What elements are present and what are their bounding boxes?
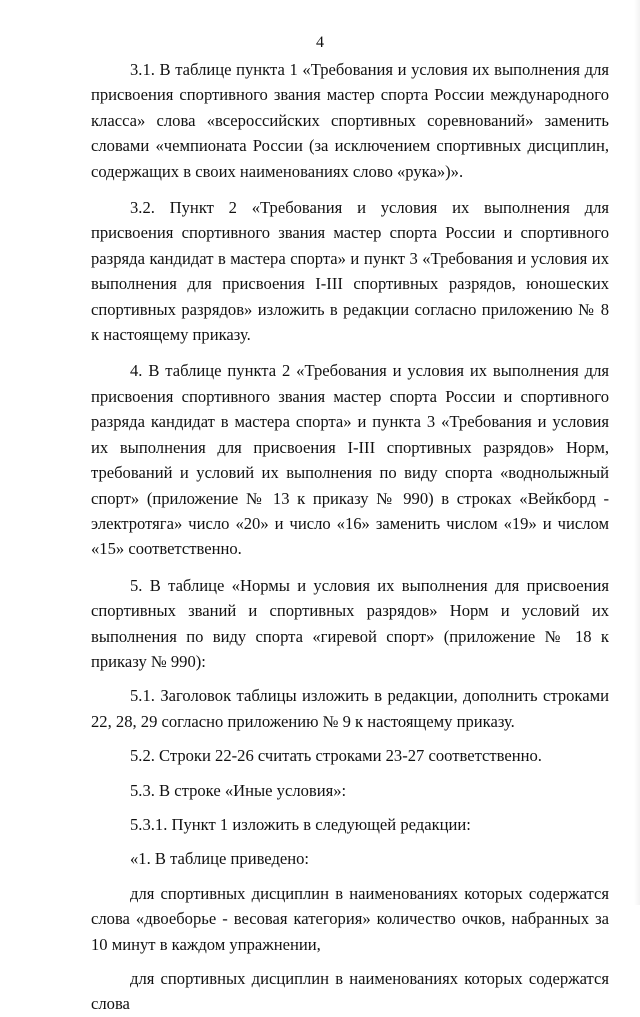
paragraph-disciplines-1: для спортивных дисциплин в наименованиях которых содержатся слова «двоеборье - весовая категория» количество очков, набранных за 10 минут в каждом упражнении, [91,883,609,954]
paragraph-quote-1: «1. В таблице приведено: [130,849,310,869]
scan-edge-shadow [634,0,640,905]
paragraph-5: 5. В таблице «Нормы и условия их выполнения для присвоения спортивных званий и спортивных разрядов» Норм и условий их выполнения по виду спорта «гиревой спорт» (приложение № 18 к приказу № 990): [91,575,609,671]
paragraph-4: 4. В таблице пункта 2 «Требования и условия их выполнения для присвоения спортивного звания мастер спорта России и спортивного разряда кандидат в мастера спорта» и пункта 3 «Требования и условия их выполнения для присвоения I-III спортивных разрядов» Норм, требований и условий их выполнения по виду спорта «воднолыжный спорт» (приложение № 13 к приказу № 990) в строках «Вейкборд - электротяга» число «20» и число «16» заменить числом «19» и числом «15» соответственно. [91,361,609,559]
document-body [91,57,609,1017]
paragraph-5-3-1: 5.3.1. Пункт 1 изложить в следующей редакции: [130,814,471,834]
paragraph-disciplines-2: для спортивных дисциплин в наименованиях которых содержатся слова [91,969,609,1014]
paragraph-5-2: 5.2. Строки 22-26 считать строками 23-27 соответственно. [130,746,542,766]
paragraph-5-3: 5.3. В строке «Иные условия»: [130,780,347,800]
page-number: 4 [316,34,324,51]
paragraph-5-1: 5.1. Заголовок таблицы изложить в редакции, дополнить строками 22, 28, 29 согласно приложению № 9 к настоящему приказу. [91,686,609,731]
paragraph-3-1: 3.1. В таблице пункта 1 «Требования и условия их выполнения для присвоения спортивного звания мастер спорта России международного класса» слова «всероссийских спортивных соревнований» заменить словами «чемпионата России (за исключением спортивных дисциплин, содержащих в своих наименованиях слово «рука»)». [91,60,609,181]
paragraph-3-2: 3.2. Пункт 2 «Требования и условия их выполнения для присвоения спортивного звания мастер спорта России и спортивного разряда кандидат в мастера спорта» и пункт 3 «Требования и условия их выполнения для присвоения I-III спортивных разрядов, юношеских спортивных разрядов» изложить в редакции согласно приложению № 8 к настоящему приказу. [91,198,609,345]
